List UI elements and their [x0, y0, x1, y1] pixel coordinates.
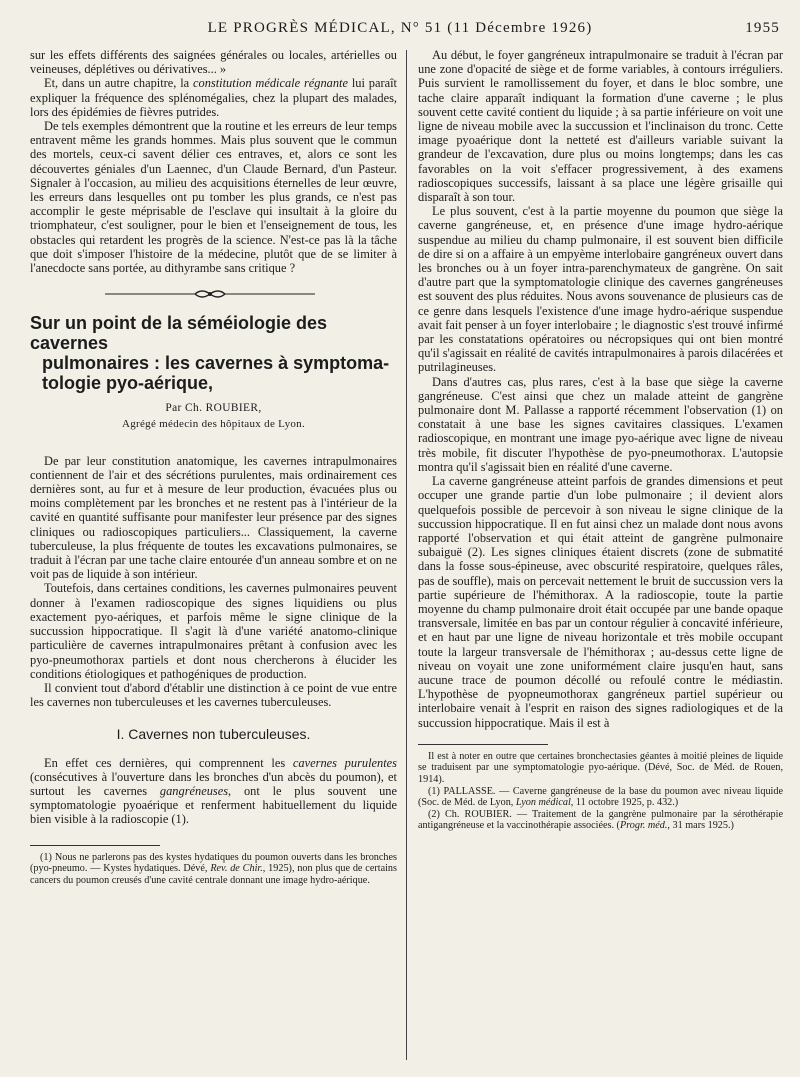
author-affiliation: Agrégé médecin des hôpitaux de Lyon. — [121, 418, 306, 431]
footnote-rule — [30, 845, 160, 846]
ornament-icon — [105, 287, 315, 301]
title-line: tologie pyo-aérique, — [42, 373, 214, 394]
paragraph: De tels exemples démontrent que la routine et les erreurs de leur temps entravent même les grands hommes. Mais plus souvent que le commun des mortels, ceux-ci savent délier ces entraves, et, alors ce sont les découvertes géniales d'un Laennec, d'un Claude Bernard, d'un Pasteur. Signaler à l'occasion, au milieu des acquisitions éternelles de leur œuvre, les erreurs dans lesquelles ont pu tomber les plus grands, ce n'est pas accomplir le geste méprisable de l'esclave qui insultait à la gloire du triomphateur, c'est souligner, pour le bien et l'enseignement de tous, les obstacles qui retardent les progrès de la science. N'est-ce pas là la tâche que doit s'imposer l'histoire de la médecine, plutôt que de se limiter à l'anecdocte sans portée, au dithyrambe sans critique ? — [30, 119, 397, 276]
footnote — [30, 852, 397, 887]
text-run: , ont le plus souvent une symptomatologie pyoaérique et renferment habituellement du liquide bien visible à la radioscopie (1). — [30, 783, 397, 827]
italic-run: gangréneuses — [159, 783, 229, 798]
paragraph: De par leur constitution anatomique, les cavernes intrapulmonaires contiennent de l'air et des sécrétions purulentes, mais ordinairement ces dernières sont, au fur et à mesure de leur production, évacuées plus ou moins complètement par les bronches et ne restent pas à l'intérieur de la cavité en quantité suffisante pour manifester leur présence par des signes cliniques ou radioscopiques particuliers... Classiquement, la caverne tuberculeuse, la plus fréquente de toutes les excavations pulmonaires, se traduit à l'écran par une tache claire entourée d'un anneau sombre et on ne voit pas de liquide à son intérieur. — [30, 453, 397, 582]
paragraph: La caverne gangréneuse atteint parfois de grandes dimensions et peut occuper une grande partie d'un lobe pulmonaire ; il devient alors quelquefois possible de percevoir à son niveau le signe clinique de la succussion hippocratique. Il en fut ainsi chez un malade dont nous avons rapporté l'observation et qui était atteint de gangrène pulmonaire subaiguë (2). Les signes cliniques étaient discrets (zone de submatité dans la fosse sous-épineuse, avec obscurité respiratoire, quelques râles, pas de souffle), mais on percevait nettement le bruit de succussion vers la partie supérieure de l'hémithorax. A la radioscopie, toute la partie moyenne du champ pulmonaire droit était occupée par une bande opaque transversale, limitée en bas par un contour régulier à concavité inférieure, et en haut par une ligne de niveau horizontale et très mobile occupant toute la largeur transversale de l'hémithorax ; au-dessus cette ligne de niveau on voyait une zone uniformément claire jusqu'en haut, sans aucune trace de poumon décollé ou refoulé contre le médiastin. L'hypothèse de pyopneumothorax gangréneux partiel supérieur ou interlobaire venait à l'esprit en raison des signes radiologiques et de la succussion hippocratique. Mais il est à — [418, 474, 783, 730]
right-column — [418, 48, 783, 1058]
italic-run: constitution médicale régnante — [193, 76, 348, 91]
paragraph: Dans d'autres cas, plus rares, c'est à la base que siège la caverne gangréneuse. C'est ainsi que chez un malade atteint de gangrène pulmonaire dont M. Pallasse a rapporté récemment l'observation (1) on constatait à une base les signes cavitaires classiques. L'examen radioscopique, en montrant une image pyo-aérique avec ligne de niveau très mobile, fit discuter l'hypothèse de pyo-pneumothorax. L'autopsie montra qu'il s'agissait bien en réalité d'une caverne. — [418, 374, 783, 474]
text-run: (1) PALLASSE. — Caverne gangréneuse de la base du poumon avec niveau liquide (Soc. de Méd. de Lyon, — [418, 785, 783, 809]
footnote — [418, 809, 783, 832]
italic-run: cavernes purulentes — [292, 755, 397, 770]
article-title — [30, 313, 397, 393]
footnote — [418, 786, 783, 809]
text-run: (1) Nous ne parlerons pas des kystes hydatiques du poumon ouverts dans les bronches (pyo-pneumo. — Kystes hydatiques. Dévé, — [30, 851, 397, 875]
text-run: , 11 octobre 1925, p. 432.) — [570, 797, 679, 809]
italic-run: Rev. de Chir. — [210, 863, 263, 875]
paragraph: Toutefois, dans certaines conditions, les cavernes pulmonaires peuvent donner à l'examen radioscopique des signes liquidiens ou plus exactement pyo-aériques, et parfois même le signe clinique de la succussion hippocratique. Il s'agit là d'une variété anatomo-clinique particulière de cavernes intrapulmonaires prêtant à confusion avec les pyo-pneumothorax partiels et dont nous chercherons à élucider les conditions étiologiques et pathogéniques de production. — [30, 581, 397, 681]
paragraph — [30, 756, 397, 827]
paragraph: sur les effets différents des saignées générales ou locales, artérielles ou veineuses, déplétives ou dérivatives... » — [30, 48, 397, 77]
text-run: (consécutives à l'ouverture dans les bronches d'un abcès du poumon), et surtout les cavernes — [30, 769, 397, 798]
italic-run: Lyon médical — [515, 797, 571, 809]
title-line: pulmonaires : les cavernes à symptoma- — [42, 353, 390, 374]
column-divider — [406, 50, 407, 1060]
italic-run: Progr. méd. — [619, 820, 668, 832]
paragraph — [30, 76, 397, 119]
author-byline: Par Ch. ROUBIER, — [165, 402, 262, 415]
ornament-divider — [30, 287, 397, 301]
section-heading: I. Cavernes non tuberculeuses. — [116, 726, 311, 743]
running-title: LE PROGRÈS MÉDICAL, N° 51 (11 Décembre 1926) — [207, 20, 593, 36]
text-run: (2) Ch. ROUBIER. — Traitement de la gangrène pulmonaire par la sérothérapie antigangréneuse et la vaccinothérapie associées. ( — [418, 808, 783, 832]
page-number: 1955 — [745, 20, 780, 36]
paragraph: Le plus souvent, c'est à la partie moyenne du poumon que siège la caverne gangréneuse, et, en présence d'une image hydro-aérique suspendue au milieu du champ pulmonaire, il est souvent bien difficile de dire si on a affaire à un empyème interlobaire gangréneux ouvert dans les bronches ou à un foyer intra-parenchymateux de gangrène. On sait d'autre part que la symptomatologie clinique des cavernes gangréneuses est souvent des plus réduites. Nous avons souvenance de plusieurs cas de ce genre dans lesquels l'existence d'une image hydro-aérique suspendue avait fait penser à un foyer interlobaire ; le diagnostic s'est trouvé infirmé par les constatations opératoires ou nécropsiques qui ont bien montré qu'il s'agissait en réalité de cavités intrapulmonaires à parois dilacérées et putrilagineuses. — [418, 204, 783, 375]
footnote-rule — [418, 744, 548, 745]
text-run: Et, dans un autre chapitre, la — [44, 76, 194, 91]
paragraph: Il convient tout d'abord d'établir une distinction à ce point de vue entre les cavernes non tuberculeuses et les cavernes tuberculeuses. — [30, 680, 397, 710]
left-column — [30, 48, 397, 1058]
text-run: En effet ces dernières, qui comprennent les — [44, 755, 293, 770]
running-head — [0, 14, 800, 40]
text-run: , 1925), non plus que de certains cancers du poumon creusés d'une cavité centrale donnant une image hydro-aérique. — [30, 863, 397, 886]
text-run: , 31 mars 1925.) — [667, 820, 734, 832]
title-line: Sur un point de la séméiologie des cavernes — [30, 313, 328, 354]
text-run: lui paraît expliquer la fréquence des splénomégalies, chez la plupart des malades, lors des épidémies de fièvres putrides. — [30, 76, 397, 119]
paragraph: Au début, le foyer gangréneux intrapulmonaire se traduit à l'écran par une zone d'opacité de siège et de forme variables, à contours irréguliers. Puis survient le ramollissement du foyer, et dans le bloc sombre, une tache claire apparaît indiquant la formation d'une caverne ; le plus souvent cette cavité contient du liquide ; à sa partie inférieure on voit une ligne de niveau mobile avec la succussion et l'inclinaison du tronc. Cette image pyoaérique dont la netteté est d'ailleurs variable suivant la grandeur de l'excavation, dure plus ou moins longtemps; dans les cas favorables on la voit s'effacer progressivement, à des examens radioscopiques successifs, laissant à sa place une légère grisaille qui disparaît à son tour. — [418, 48, 783, 205]
footnote: Il est à noter en outre que certaines bronchectasies géantes à moitié pleines de liquide se traduisent par une symptomatologie pyo-aérique. (Dévé, Soc. de Méd. de Rouen, 1914). — [418, 750, 783, 785]
